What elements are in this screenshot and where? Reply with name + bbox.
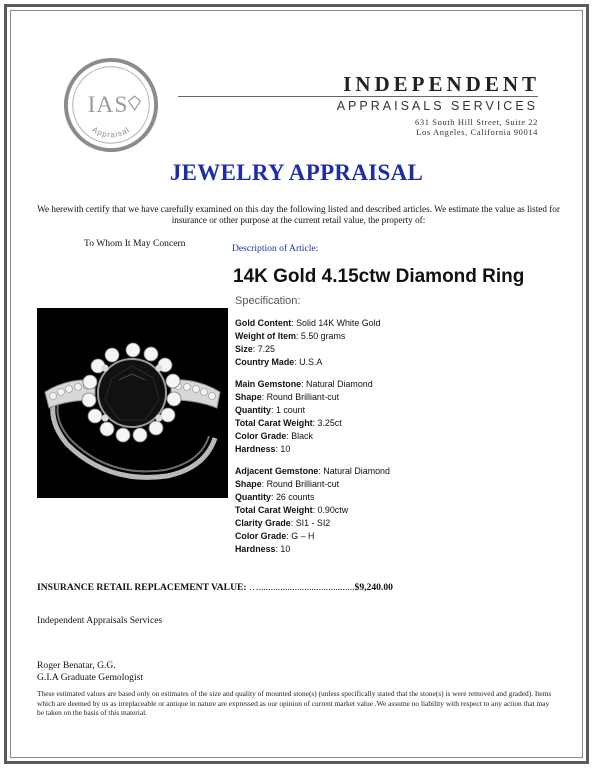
spec-main-quantity: Quantity: 1 count (235, 405, 306, 415)
spec-main-carat: Total Carat Weight: 3.25ct (235, 418, 342, 428)
address-line-2: Los Angeles, California 90014 (416, 127, 538, 137)
insurance-leader-dots: …........................................ (249, 582, 355, 593)
signer-name: Roger Benatar, G.G. (37, 660, 116, 671)
certification-text: We herewith certify that we have carefully examined on this day the following listed and described articles. We estimate the value as listed for insurance or other purpose at the current retail value, the property of: (37, 204, 560, 225)
spec-adjacent-quantity: Quantity: 26 counts (235, 492, 315, 502)
spec-adjacent-clarity: Clarity Grade: SI1 - SI2 (235, 518, 331, 528)
spec-adjacent-color: Color Grade: G – H (235, 531, 315, 541)
disclaimer-text: These estimated values are based only on estimates of the size and quality of mounted stone(s) (unless specifically stated that the stone(s) is were removed and graded). Items which are deemed by us as irreplaceable or antique in nature are expressed as our opinion of current market value .We assume no liability with respect to any action that may be taken on the basis of this material. (37, 689, 552, 717)
recipient: To Whom It May Concern (84, 238, 186, 249)
spec-main-color: Color Grade: Black (235, 431, 313, 441)
ias-logo (62, 56, 160, 154)
brand-name: INDEPENDENT (343, 72, 540, 96)
spec-size: Size: 7.25 (235, 344, 275, 354)
insurance-label: INSURANCE RETAIL REPLACEMENT VALUE: (37, 582, 247, 593)
spec-adjacent-hardness: Hardness: 10 (235, 544, 291, 554)
signature-block (37, 660, 143, 684)
item-title: 14K Gold 4.15ctw Diamond Ring (233, 266, 525, 287)
brand-subtitle: APPRAISALS SERVICES (336, 99, 538, 113)
spec-country: Country Made: U.S.A (235, 357, 323, 367)
specification-label: Specification: (235, 295, 301, 307)
spec-adjacent-carat: Total Carat Weight: 0.90ctw (235, 505, 349, 515)
logo-ring-text: Appraisal (90, 124, 132, 140)
spec-adjacent-shape: Shape: Round Brilliant-cut (235, 479, 340, 489)
ring-photo (37, 308, 228, 498)
logo-letters: IAS (87, 91, 129, 118)
insurance-value-line (37, 582, 393, 593)
spec-main-shape: Shape: Round Brilliant-cut (235, 392, 340, 402)
diamond-icon (129, 96, 141, 110)
description-label: Description of Article: (232, 243, 319, 254)
company-name: Independent Appraisals Services (37, 615, 163, 626)
svg-text:Appraisal (90, 125, 131, 139)
document-title: JEWELRY APPRAISAL (169, 160, 424, 185)
specification-list (235, 317, 390, 556)
spec-main-gemstone: Main Gemstone: Natural Diamond (235, 379, 373, 389)
spec-weight: Weight of Item: 5.50 grams (235, 331, 346, 341)
spec-main-hardness: Hardness: 10 (235, 444, 291, 454)
address-line-1: 631 South Hill Street, Suite 22 (415, 117, 538, 127)
spec-gold-content: Gold Content: Solid 14K White Gold (235, 318, 381, 328)
spec-adjacent-gemstone: Adjacent Gemstone: Natural Diamond (235, 466, 390, 476)
insurance-value: $9,240.00 (354, 582, 393, 593)
signer-title: G.I.A Graduate Gemologist (37, 672, 144, 683)
